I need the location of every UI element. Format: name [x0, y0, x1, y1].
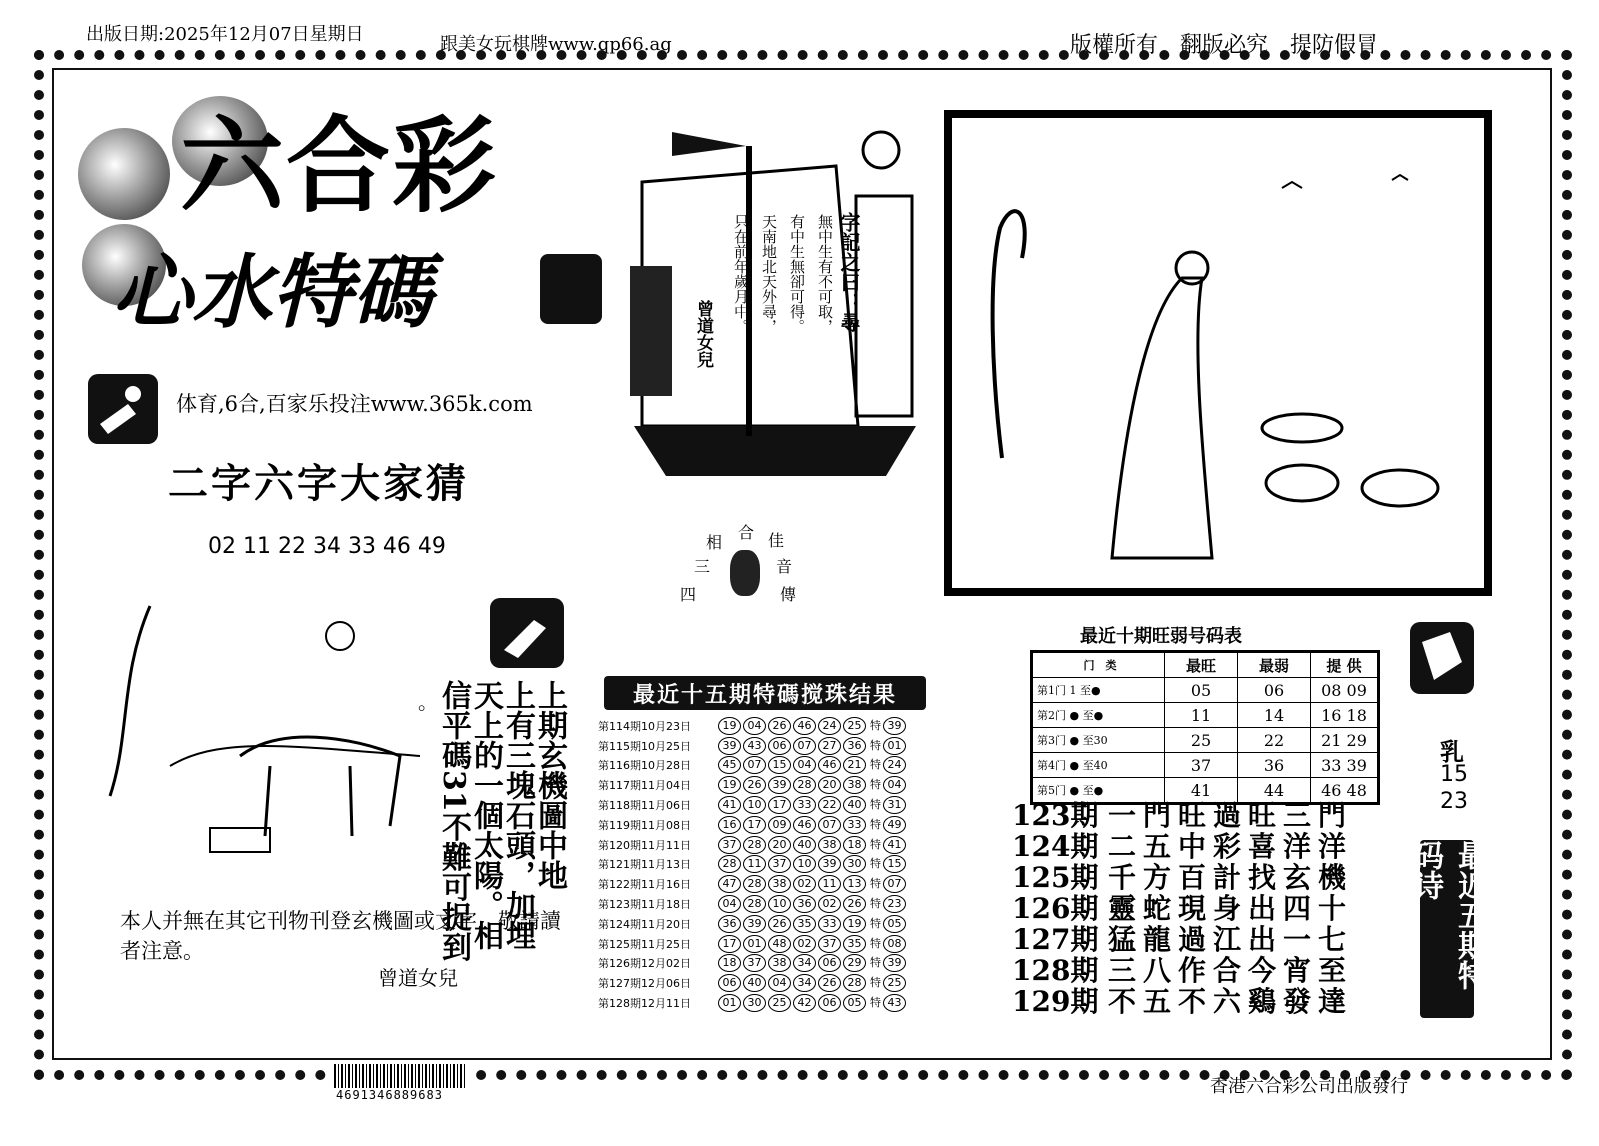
result-date: 第116期10月28日: [598, 759, 691, 773]
ball: 26: [743, 776, 766, 794]
special-ball: 41: [883, 836, 906, 854]
ball: 48: [768, 935, 791, 953]
cell-max: 11: [1165, 703, 1238, 728]
special-ball: 24: [883, 756, 906, 774]
special-label: 特: [870, 718, 881, 732]
special-label: 特: [870, 976, 881, 990]
ball: 09: [768, 816, 791, 834]
ball: 02: [793, 875, 816, 893]
wangruo-title: 最近十期旺弱号码表: [1080, 626, 1242, 647]
result-balls: [718, 934, 908, 954]
ball: 47: [718, 875, 741, 893]
period-row: [1012, 893, 1353, 924]
result-balls: [718, 775, 908, 795]
cell-door: 第1门 1 至●: [1032, 678, 1165, 703]
cell-give: 33 39: [1311, 753, 1379, 778]
period-row: [1012, 986, 1353, 1017]
result-balls: [718, 835, 908, 855]
result-date: 第124期11月20日: [598, 917, 691, 931]
ball: 36: [793, 895, 816, 913]
result-date: 第114期10月23日: [598, 719, 691, 733]
period-row: [1012, 924, 1353, 955]
special-ball: 15: [883, 855, 906, 873]
special-ball: 23: [883, 895, 906, 913]
result-date: 第119期11月08日: [598, 818, 691, 832]
ball: 04: [793, 756, 816, 774]
cell-min: 14: [1238, 703, 1311, 728]
special-label: 特: [870, 936, 881, 950]
ball: 20: [768, 836, 791, 854]
table-row: [1032, 728, 1379, 753]
poem-author: 曾道女兒: [693, 300, 713, 368]
result-balls: [718, 954, 908, 974]
poem-line: 有中生無卻可得。: [788, 214, 806, 334]
ball: 17: [718, 935, 741, 953]
riddle-line: 信平碼31不難可捉到: [436, 680, 471, 962]
riddle-line: 天上的一個太陽。相: [468, 680, 503, 950]
ball: 38: [768, 954, 791, 972]
ball: 02: [818, 895, 841, 913]
special-ball: 39: [883, 954, 906, 972]
ball: 36: [843, 737, 866, 755]
seal-char: 傳: [780, 585, 797, 604]
ball: 46: [793, 816, 816, 834]
ball: 02: [793, 935, 816, 953]
result-date: 第121期11月13日: [598, 858, 691, 872]
result-balls: [718, 914, 908, 934]
hand-logo-icon: [88, 374, 158, 444]
column-header: 提 供: [1311, 652, 1379, 678]
seal-char: 佳: [768, 531, 785, 550]
signature: 曾道女兒: [378, 966, 458, 990]
ball: 26: [843, 895, 866, 913]
ball: 29: [843, 954, 866, 972]
cell-give: 46 48: [1311, 778, 1379, 804]
ball: 39: [768, 776, 791, 794]
period-label: 124期: [1012, 830, 1099, 863]
riddle-line: 上有三塊石頭，加埋: [500, 680, 535, 950]
period-poem-list: [1012, 800, 1353, 1017]
table-row: [1032, 703, 1379, 728]
special-label: 特: [870, 778, 881, 792]
period-text: 千方百計找玄機: [1108, 861, 1354, 894]
result-row: [598, 736, 908, 756]
ball: 11: [818, 875, 841, 893]
special-ball: 39: [883, 717, 906, 735]
special-ball: 01: [883, 737, 906, 755]
column-header: 门 类: [1032, 652, 1165, 678]
result-balls: [718, 736, 908, 756]
cell-max: 05: [1165, 678, 1238, 703]
ball: 16: [718, 816, 741, 834]
result-row: [598, 954, 908, 974]
ball: 11: [743, 855, 766, 873]
ball: 27: [818, 737, 841, 755]
ball: 19: [718, 776, 741, 794]
column-header: 最弱: [1238, 652, 1311, 678]
ball: 34: [793, 974, 816, 992]
page-title: 六合彩: [180, 105, 499, 227]
hand-logo-icon: [1410, 622, 1474, 694]
cell-door: 第2门 ● 至●: [1032, 703, 1165, 728]
result-balls: [718, 756, 908, 776]
result-date: 第126期12月02日: [598, 957, 691, 971]
betting-ad: 体育,6合,百家乐投注www.365k.com: [176, 392, 533, 416]
ball: 07: [793, 737, 816, 755]
results-title: 最近十五期特碼搅珠结果: [604, 676, 926, 710]
result-row: [598, 993, 908, 1013]
special-label: 特: [870, 916, 881, 930]
ball: 36: [718, 915, 741, 933]
ball: 22: [818, 796, 841, 814]
dragon-icon: [730, 550, 760, 596]
ball: 24: [818, 717, 841, 735]
guess-numbers: 02 11 22 34 33 46 49: [208, 534, 446, 559]
result-date: 第123期11月18日: [598, 898, 691, 912]
notice-text: 本人并無在其它刊物刊登玄機圖或文字，敬請讀者注意。: [120, 909, 561, 963]
period-label: 128期: [1012, 954, 1099, 987]
ball: 33: [843, 816, 866, 834]
ball: 18: [843, 836, 866, 854]
result-row: [598, 874, 908, 894]
result-balls: [718, 993, 908, 1013]
ball: 39: [718, 737, 741, 755]
period-label: 125期: [1012, 861, 1099, 894]
ball: 19: [718, 717, 741, 735]
ball: 20: [818, 776, 841, 794]
cell-door: 第4门 ● 至40: [1032, 753, 1165, 778]
cell-min: 06: [1238, 678, 1311, 703]
special-label: 特: [870, 758, 881, 772]
ball: 17: [743, 816, 766, 834]
result-date: 第115期10月25日: [598, 739, 691, 753]
poem-line: 無中生有不可取，: [816, 214, 834, 334]
result-row: [598, 795, 908, 815]
result-balls: [718, 973, 908, 993]
period-text: 二五中彩喜洋洋: [1108, 830, 1354, 863]
result-date: 第127期12月06日: [598, 977, 691, 991]
special-ball: 08: [883, 935, 906, 953]
ball: 01: [718, 994, 741, 1012]
copyright-notice: 版權所有 翻版必究 提防假冒: [1070, 33, 1379, 58]
ball: 28: [743, 836, 766, 854]
ball: 06: [718, 974, 741, 992]
period-text: 三八作合今宵至: [1108, 954, 1354, 987]
ball: 26: [768, 717, 791, 735]
ball: 33: [818, 915, 841, 933]
special-ball: 07: [883, 875, 906, 893]
ball: 01: [743, 935, 766, 953]
ball: 33: [793, 796, 816, 814]
ball: 28: [743, 895, 766, 913]
seal-char: 三: [694, 557, 711, 576]
ball: 30: [843, 855, 866, 873]
ball: 38: [768, 875, 791, 893]
result-balls: [718, 874, 908, 894]
ball: 15: [768, 756, 791, 774]
ball: 26: [768, 915, 791, 933]
result-balls: [718, 855, 908, 875]
ball: 30: [743, 994, 766, 1012]
hint-number: 15: [1440, 762, 1468, 787]
ball: 10: [743, 796, 766, 814]
period-row: [1012, 831, 1353, 862]
special-ball: 31: [883, 796, 906, 814]
special-label: 特: [870, 877, 881, 891]
guess-title: 二字六字大家猜: [168, 460, 469, 507]
cell-max: 41: [1165, 778, 1238, 804]
ball: 39: [743, 915, 766, 933]
hand-logo-icon: [490, 598, 564, 668]
ball: 40: [793, 836, 816, 854]
column-header: 最旺: [1165, 652, 1238, 678]
riddle-line: 上期玄機圖中地: [532, 680, 567, 890]
period-text: 猛龍過江出一七: [1108, 923, 1354, 956]
results-table: [598, 716, 908, 1013]
result-date: 第120期11月11日: [598, 838, 691, 852]
ball: 05: [843, 994, 866, 1012]
barcode: [334, 1064, 466, 1088]
wangruo-table: [1030, 650, 1380, 805]
ball: 06: [818, 954, 841, 972]
cell-give: 08 09: [1311, 678, 1379, 703]
ball: 38: [843, 776, 866, 794]
special-label: 特: [870, 996, 881, 1010]
ball: 45: [718, 756, 741, 774]
ball: 28: [793, 776, 816, 794]
hint-number: 23: [1440, 789, 1468, 814]
period-label: 129期: [1012, 985, 1099, 1018]
ball: 35: [843, 935, 866, 953]
result-row: [598, 855, 908, 875]
lady-rabbit-painting: [944, 110, 1492, 596]
ball: 41: [718, 796, 741, 814]
page-subtitle: 心水特碼: [112, 246, 432, 339]
ball: 26: [818, 974, 841, 992]
ball: 35: [793, 915, 816, 933]
period-label: 127期: [1012, 923, 1099, 956]
ball: 28: [718, 855, 741, 873]
riddle-dot: 。: [418, 690, 438, 714]
ball: 21: [843, 756, 866, 774]
seal-stamp: [680, 520, 816, 610]
ball: 19: [843, 915, 866, 933]
result-row: [598, 934, 908, 954]
recent-five-poem-banner: 最近五期特码诗: [1420, 840, 1474, 1018]
result-date: 第117期11月04日: [598, 779, 691, 793]
special-label: 特: [870, 738, 881, 752]
publish-date: 出版日期:2025年12月07日星期日: [86, 24, 364, 45]
ball: 04: [768, 974, 791, 992]
table-row: [1032, 678, 1379, 703]
special-label: 特: [870, 798, 881, 812]
period-text: 靈蛇現身出四十: [1108, 892, 1354, 925]
special-label: 特: [870, 817, 881, 831]
special-label: 特: [870, 897, 881, 911]
period-row: [1012, 862, 1353, 893]
ball: 38: [818, 836, 841, 854]
cell-give: 21 29: [1311, 728, 1379, 753]
period-row: [1012, 955, 1353, 986]
result-row: [598, 914, 908, 934]
ball: 28: [843, 974, 866, 992]
result-date: 第125期11月25日: [598, 937, 691, 951]
cell-min: 44: [1238, 778, 1311, 804]
poem-heading: 字記之曰：尋: [837, 212, 861, 332]
special-ball: 04: [883, 776, 906, 794]
ball: 04: [718, 895, 741, 913]
period-row: [1012, 800, 1353, 831]
ball: 40: [743, 974, 766, 992]
ball: 18: [718, 954, 741, 972]
result-date: 第118期11月06日: [598, 799, 691, 813]
ball: 39: [818, 855, 841, 873]
barcode-number: 4691346889683: [336, 1088, 443, 1102]
seal-char: 音: [776, 557, 793, 576]
poem-line: 只在前年歲月中。: [732, 214, 750, 334]
seal-char: 四: [680, 585, 697, 604]
result-balls: [718, 795, 908, 815]
result-balls: [718, 894, 908, 914]
ball: 06: [818, 994, 841, 1012]
period-label: 126期: [1012, 892, 1099, 925]
decor-circle: [78, 128, 170, 220]
result-row: [598, 775, 908, 795]
publisher: 香港六合彩公司出版發行: [1210, 1076, 1408, 1097]
ball: 07: [818, 816, 841, 834]
cell-min: 36: [1238, 753, 1311, 778]
ball: 17: [768, 796, 791, 814]
result-row: [598, 894, 908, 914]
ball: 37: [718, 836, 741, 854]
ball: 07: [743, 756, 766, 774]
ball: 04: [743, 717, 766, 735]
result-row: [598, 835, 908, 855]
table-row: [1032, 753, 1379, 778]
result-row: [598, 756, 908, 776]
ball: 10: [768, 895, 791, 913]
ball: 10: [793, 855, 816, 873]
ball: 34: [793, 954, 816, 972]
result-date: 第128期12月11日: [598, 997, 691, 1011]
period-text: 不五不六鷄發達: [1108, 985, 1354, 1018]
ball: 25: [768, 994, 791, 1012]
ball: 43: [743, 737, 766, 755]
ball: 37: [743, 954, 766, 972]
result-balls: [718, 815, 908, 835]
result-balls: [718, 716, 908, 736]
result-row: [598, 815, 908, 835]
result-row: [598, 973, 908, 993]
result-row: [598, 716, 908, 736]
ball: 06: [768, 737, 791, 755]
cell-door: 第3门 ● 至30: [1032, 728, 1165, 753]
ball: 37: [768, 855, 791, 873]
ball: 28: [743, 875, 766, 893]
special-ball: 05: [883, 915, 906, 933]
zodiac-code: 乳: [1440, 738, 1464, 766]
poem-line: 天南地北天外尋，: [760, 214, 778, 334]
cell-max: 25: [1165, 728, 1238, 753]
special-ball: 43: [883, 994, 906, 1012]
cell-door: 第5门 ● 至●: [1032, 778, 1165, 804]
header-ad: 跟美女玩棋牌www.qp66.ag: [440, 34, 672, 55]
scroll-emblem-icon: [540, 254, 602, 324]
seal-char: 相: [706, 533, 723, 552]
special-label: 特: [870, 837, 881, 851]
period-text: 一門旺過旺三門: [1108, 799, 1354, 832]
cell-give: 16 18: [1311, 703, 1379, 728]
ball: 46: [793, 717, 816, 735]
ball: 42: [793, 994, 816, 1012]
special-label: 特: [870, 857, 881, 871]
ball: 25: [843, 717, 866, 735]
cell-min: 22: [1238, 728, 1311, 753]
special-ball: 49: [883, 816, 906, 834]
ball: 46: [818, 756, 841, 774]
period-label: 123期: [1012, 799, 1099, 832]
special-label: 特: [870, 956, 881, 970]
result-date: 第122期11月16日: [598, 878, 691, 892]
ball: 40: [843, 796, 866, 814]
special-ball: 25: [883, 974, 906, 992]
ball: 13: [843, 875, 866, 893]
seal-char: 合: [738, 523, 755, 542]
horse-tree-illustration: [90, 596, 440, 870]
cell-max: 37: [1165, 753, 1238, 778]
ball: 37: [818, 935, 841, 953]
